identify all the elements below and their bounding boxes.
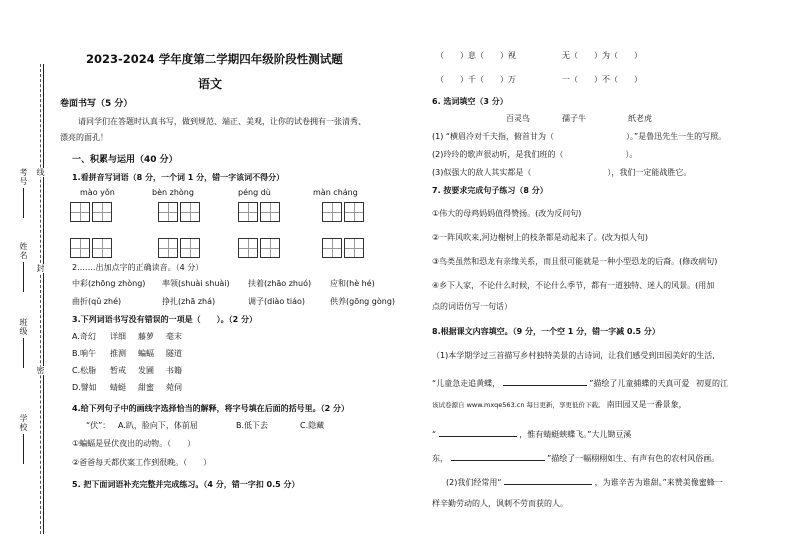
q2-item: 供养(gōng gòng)	[330, 297, 396, 306]
writing-cell[interactable]	[92, 238, 112, 258]
q8-line-7: 样辛勤劳动的人，讽刺不劳而获的人。	[432, 499, 568, 508]
writing-cell[interactable]	[180, 202, 200, 222]
writing-cell[interactable]	[344, 238, 364, 258]
q3-word: 详细	[110, 332, 126, 341]
answer-blank[interactable]	[439, 426, 517, 437]
q8-line-2	[432, 375, 728, 389]
q6-s3-pre: (3)似强大的敌人其实都是（	[432, 168, 532, 177]
q5-title: 5. 把下面词语补充完整并完成练习。（4 分，错一字扣 0.5 分）	[72, 480, 300, 489]
binding-line	[43, 64, 44, 534]
q8-6-post: ，为谁辛苦为谁甜。”来赞美像蜜蜂一	[594, 478, 723, 487]
xuexiao-line	[23, 434, 24, 464]
answer-blank[interactable]	[503, 375, 587, 386]
pinyin-4: màn cháng	[313, 188, 358, 197]
q3-word: 发圃	[138, 366, 154, 375]
answer-blank[interactable]	[451, 450, 545, 461]
q2-item: 调子(diào tiáo)	[248, 297, 306, 306]
q4-sentence-2: ②爸爸每天都伏案工作到很晚。（ ）	[72, 458, 212, 467]
pinyin-3: péng dù	[238, 188, 271, 197]
q6-s3-post: ），我们一定能战胜它。	[607, 168, 692, 177]
xuexiao-label: 学校	[19, 414, 28, 432]
q4-sentence-1: ①蝙蝠是昼伏夜出的动物。（ ）	[72, 439, 196, 448]
q3-option: B.响午	[72, 349, 97, 358]
q4-def-a: A.趴，脸向下，体前屈	[118, 421, 198, 430]
subject-title: 语文	[198, 77, 223, 91]
q8-5-pre: 东，	[432, 454, 448, 463]
feng-mark: 封	[36, 264, 45, 273]
kaohao-label: 考号	[19, 168, 28, 186]
q2-item: 扶着(zhāo zhuó)	[248, 279, 312, 288]
s0-title: 卷面书写（5 分）	[60, 99, 133, 109]
watermark-line	[432, 400, 687, 410]
kaohao-line	[23, 188, 24, 218]
q1-title: 1.看拼音写词语（8 分，一个词 1 分，错一字该词不得分）	[72, 173, 285, 182]
writing-cell[interactable]	[70, 202, 90, 222]
q8-title: 8.根据课文内容填空。（9 分，一个空 1 分，错一字减 0.5 分）	[432, 327, 660, 336]
part-1-title: 一、积累与运用（40 分）	[72, 155, 178, 165]
q3-word: 藤萝	[138, 332, 154, 341]
banji-label: 班级	[19, 318, 28, 336]
q8-2-pre: “儿童急走追黄蝶，	[432, 379, 501, 388]
q4-def-head: “伏”：	[86, 421, 111, 430]
q3-word: 暂戒	[110, 366, 126, 375]
writing-cell[interactable]	[180, 238, 200, 258]
q2-item: 中彩(zhōng zhòng)	[72, 279, 146, 288]
q8-4-pre: “	[432, 430, 437, 439]
writing-cell[interactable]	[70, 238, 90, 258]
q3-option: C.松脂	[72, 366, 97, 375]
writing-cell[interactable]	[260, 202, 280, 222]
q8-line-5	[432, 450, 719, 464]
q2-item: 率领(shuài shuài)	[162, 279, 230, 288]
q3-word: 推测	[110, 349, 126, 358]
q8-4-post: ，惟有蜻蜓蛱蝶飞。”大儿锄豆溪	[519, 430, 632, 439]
q6-s1-post: ）。”是鲁迅先生一生的写照。	[626, 132, 727, 141]
writing-cell[interactable]	[322, 202, 342, 222]
watermark-pre: 该试卷源自	[432, 401, 465, 409]
q8-line-6	[446, 474, 723, 488]
q2-item: 应和(hè hé)	[330, 279, 375, 288]
q7-item-3: ③鸟类虽然和恐龙有亲缘关系，而且很可能就是一种小型恐龙的后裔。(修改病句)	[432, 257, 718, 266]
q3-word: 蜻蜓	[110, 383, 126, 392]
q8-6-pre: (2)我们经常用“	[446, 478, 502, 487]
binding-dashed-line	[40, 64, 41, 534]
answer-blank[interactable]	[504, 474, 592, 485]
writing-cell[interactable]	[158, 202, 178, 222]
xingming-label: 姓名	[19, 242, 28, 260]
s0-text-2: 漂亮的面孔！	[60, 133, 108, 142]
q6-s2-post: ）。	[625, 150, 638, 159]
q6-s2-pre: (2)玲玲的歌声很动听，是我们班的（	[432, 150, 564, 159]
q2-title: 2.……出加点字的正确读音。（4 分）	[72, 263, 204, 272]
q6-sentence-3	[432, 167, 691, 178]
q7-item-4b: 点的词语仿写一句话）	[432, 302, 512, 311]
watermark-mid: 每日更新，享更低价下载。	[526, 401, 605, 409]
idiom-4: 一（ ）不（ ）	[562, 75, 642, 84]
writing-cell[interactable]	[238, 238, 258, 258]
q6-word-2: 孺子牛	[562, 114, 586, 123]
s0-text-1: 请同学们在答题时认真书写，做到规范、端正、美观，让你的试卷拥有一张清秀、	[78, 117, 366, 126]
banji-line	[23, 338, 24, 368]
q3-word: 蝙蝠	[138, 349, 154, 358]
mi-mark: 密	[36, 366, 45, 375]
q3-word: 毫末	[166, 332, 182, 341]
idiom-3: （ ）千（ ）万	[436, 75, 516, 84]
q3-option: A.奇幻	[72, 332, 96, 341]
q4-def-c: C.隐藏	[300, 421, 325, 430]
q3-word: 甜蜜	[138, 383, 154, 392]
writing-cell[interactable]	[344, 202, 364, 222]
q7-item-4a: ④乡下人家，不论什么时候，不论什么季节，都有一道独特、迷人的风景。(用加	[432, 281, 715, 290]
idiom-1: （ ）息（ ）视	[436, 51, 516, 60]
q3-word: 菀伺	[166, 383, 182, 392]
idiom-2: 无（ ）为（ ）	[562, 51, 642, 60]
q6-sentence-2	[432, 149, 637, 160]
writing-cell[interactable]	[92, 202, 112, 222]
q8-line-1: （1)本学期学过三首描写乡村独特美景的古诗词，让我们感受到田园美好的生活,	[432, 351, 715, 360]
watermark-site: www.mxqe563.cn	[466, 401, 525, 409]
writing-cell[interactable]	[322, 238, 342, 258]
q2-item: 曲折(qǔ zhé)	[72, 297, 122, 306]
q3-word: 隧道	[166, 349, 182, 358]
q8-line-4	[432, 426, 631, 440]
q4-title: 4.给下列句子中的画线字选择恰当的解释，将字号填在后面的括号里。（2 分）	[72, 404, 349, 413]
q6-s1-pre: (1) “横眉冷对千夫指，俯首甘为（	[432, 132, 555, 141]
xian-mark: 线	[36, 168, 45, 177]
q6-sentence-1	[432, 131, 726, 142]
xingming-line	[23, 262, 24, 292]
pinyin-2: bèn zhòng	[152, 188, 194, 197]
q6-word-3: 纸老虎	[628, 114, 652, 123]
q7-item-2: ②一阵风吹来,河边榭树上的枝条都是动起来了。(改为拟人句)	[432, 233, 648, 242]
q8-2-tail: 初夏的江	[695, 379, 728, 388]
q3-option: D.譬如	[72, 383, 97, 392]
q7-title: 7. 按要求完成句子练习（8 分）	[432, 186, 548, 195]
q6-word-1: 百灵鸟	[506, 114, 530, 123]
q8-3-post: 南田园又是一番景象，	[606, 400, 687, 409]
q7-item-1: ①伟大的母鸡妈妈值得赞扬。(改为反问句)	[432, 209, 582, 218]
writing-cell[interactable]	[260, 238, 280, 258]
q8-2-post: ”描绘了儿童捕蝶的天真可爱	[589, 379, 690, 388]
q3-title: 3.下列词语书写没有错误的一项是（ ）。（2 分）	[72, 315, 257, 324]
writing-cell[interactable]	[158, 238, 178, 258]
writing-cell[interactable]	[238, 202, 258, 222]
q6-title: 6. 选词填空（3 分）	[432, 97, 508, 106]
page-title: 2023-2024 学年度第二学期四年级阶段性测试题	[86, 52, 343, 66]
q2-item: 挣扎(zhā zhá)	[162, 297, 216, 306]
pinyin-1: mào yǒn	[80, 188, 115, 197]
q3-word: 书籍	[166, 366, 182, 375]
q8-5-post: ”描绘了一幅栩栩如生、有声有色的农村风俗画。	[547, 454, 720, 463]
q4-def-b: B.低下去	[236, 421, 269, 430]
